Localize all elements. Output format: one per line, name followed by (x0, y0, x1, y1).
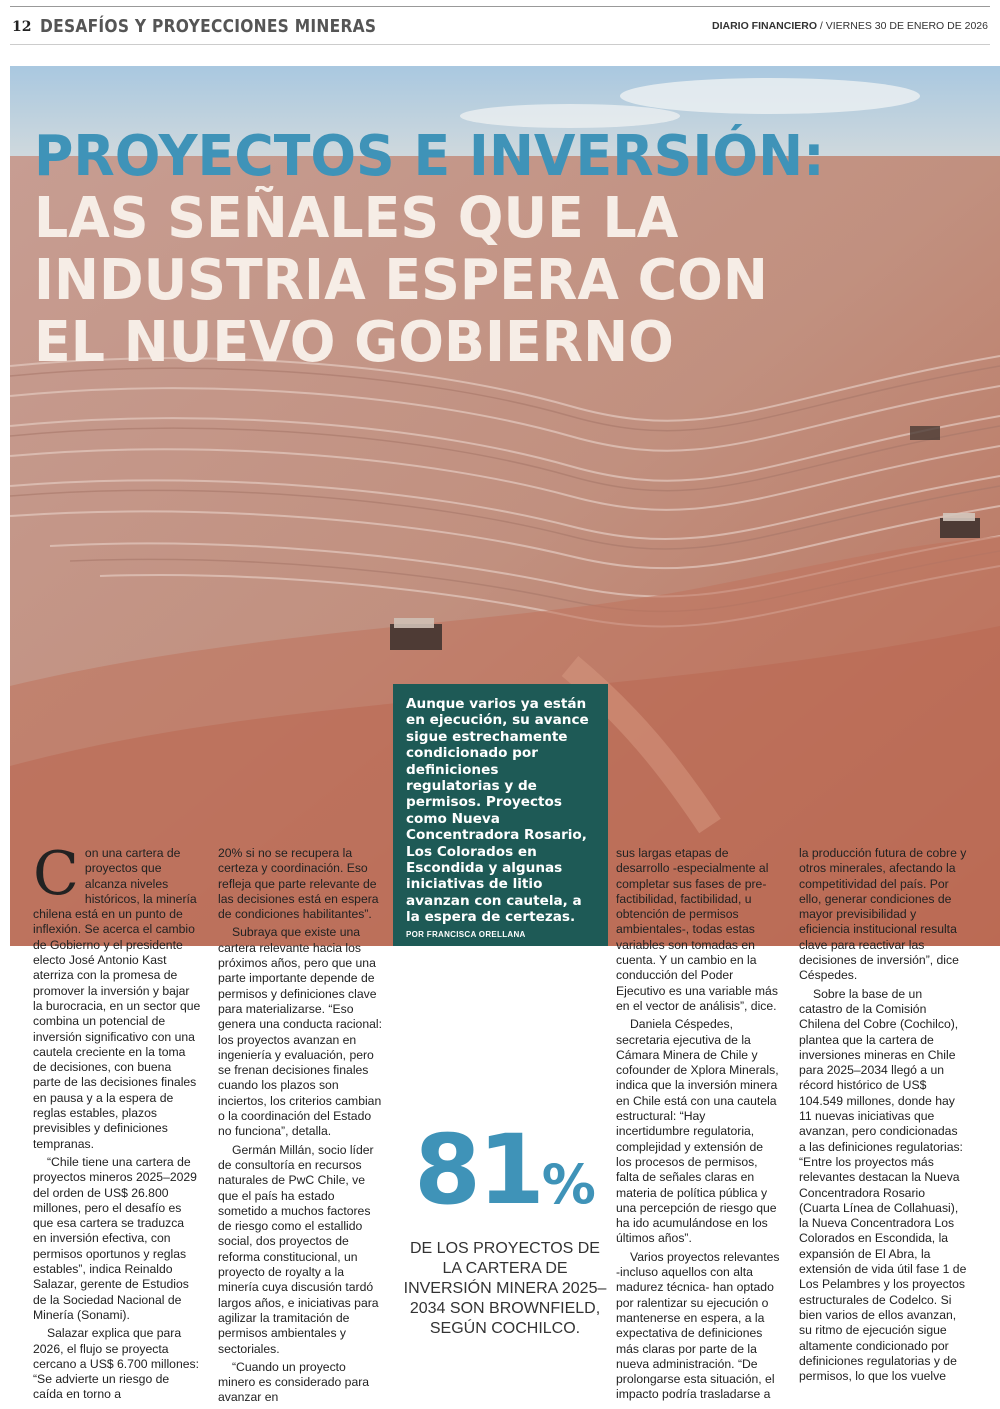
masthead (712, 20, 988, 32)
page-header (10, 14, 990, 42)
paragraph: sus largas etapas de desarrollo -especialmente al completar sus fases de pre-factibilidad, factibilidad, u obtención de permisos ambientales-, todas estas variables son tomadas en cuenta. Y un cambio en la conducción del Poder Ejecutivo es una variable más en el vector de análisis”, dice. (616, 846, 778, 1013)
header-rule (10, 44, 990, 45)
paragraph (33, 839, 201, 1152)
headline-line-2: LAS SEÑALES QUE LA (34, 186, 679, 251)
paragraph: Salazar explica que para 2026, el flujo se proyecta cercano a US$ 6.700 millones: “Se advierte un riesgo de caída en torno a (33, 1326, 199, 1402)
headline (34, 126, 858, 374)
body-column-4 (799, 846, 967, 1387)
haul-truck-right (940, 513, 980, 538)
headline-line-1: PROYECTOS E INVERSIÓN: (34, 124, 825, 189)
body-column-3 (616, 846, 781, 1406)
headline-line-4: EL NUEVO GOBIERNO (34, 310, 674, 375)
paragraph: la producción futura de cobre y otros minerales, afectando la competitividad del país. Por ello, generar condiciones de mayor previsibilidad y eficiencia institucional resulta clave para reactivar las decisiones de inversión”, dice Céspedes. (799, 846, 967, 983)
standfirst-box (393, 684, 608, 946)
paragraph: 20% si no se recupera la certeza y coordinación. Eso refleja que parte relevante de las decisiones está en espera de condiciones habilitantes”. (218, 846, 379, 922)
paragraph: “Chile tiene una cartera de proyectos mineros 2025–2029 del orden de US$ 26.800 millones, pero el desafío es que esa cartera se traduzca en inversión efectiva, con permisos oportunos y reglas estables”, indica Reinaldo Salazar, gerente de Estudios de la Sociedad Nacional de Minería (Sonami). (33, 1154, 197, 1322)
byline: POR FRANCISCA ORELLANA (406, 929, 526, 939)
paragraph: “Cuando un proyecto minero es considerado para avanzar en (218, 1359, 370, 1405)
pull-stat (400, 1114, 610, 1339)
page-number: 12 (12, 19, 32, 35)
stat-unit: % (541, 1153, 596, 1216)
stat-caption: DE LOS PROYECTOS DE LA CARTERA DE INVERSIÓN MINERA 2025–2034 SON BROWNFIELD, SEGÚN COCHILCO. (403, 1240, 607, 1337)
paragraph-text: on una cartera de proyectos que alcanza niveles históricos, la minería chilena está en un punto de inflexión. Se acerca el cambio de Gobierno y el presidente electo José Antonio Kast aterriza con la promesa de promover la inversión y bajar la burocracia, en un sector que combina un potencial de inversión significativo con una cautela creciente en la toma de decisiones, con buena parte de las decisiones finales en pausa y a la espera de reglas estables, plazos previsibles y definiciones tempranas. (33, 846, 201, 1151)
top-rule (10, 6, 990, 7)
paragraph: Subraya que existe una cartera relevante hacia los próximos años, pero que una parte importante depende de permisos y definiciones clave para materializarse. “Eso genera una conducta racional: los proyectos avanzan en ingeniería y evaluación, pero se frenan decisiones finales cuando los plazos son inciertos, los criterios cambian o la coordinación del Estado no funciona”, detalla. (218, 925, 382, 1139)
standfirst-text: Aunque varios ya están en ejecución, su avance sigue estrechamente condicionado por definiciones regulatorias y de permisos. Proyectos como Nueva Concentradora Rosario, Los Colorados en Escondida y algunas iniciativas de litio avanzan con cautela, a la espera de certezas. (406, 696, 589, 926)
excavator (910, 426, 940, 440)
paragraph: Daniela Céspedes, secretaria ejecutiva de la Cámara Minera de Chile y cofounder de Xplora Minerals, indica que la inversión minera en Chile está con una cautela estructural: “Hay incertidumbre regulatoria, complejidad y extensión de los procesos de permisos, falta de señales claras en materia de política pública y una percepción de riesgo que ha ido acumulándose en los últimos años”. (616, 1017, 779, 1246)
paragraph: Sobre la base de un catastro de la Comisión Chilena del Cobre (Cochilco), plantea que la cartera de inversiones mineras en Chile para 2025–2034 llegó a un récord histórico de US$ 104.549 millones, donde hay 11 nuevas iniciativas que avanzan, pero condicionadas a las definiciones regulatorias: “Entre los proyectos más relevantes destacan la Nueva Concentradora Rosario (Cuarta Línea de Collahuasi), la Nueva Concentradora Los Colorados en Escondida, la expansión de El Abra, la extensión de vida útil fase 1 de Los Pelambres y los proyectos estructurales de Codelco. Si bien varios de ellos avanzan, su ritmo de ejecución sigue altamente condicionado por definiciones regulatorias y de permisos, lo que los vuelve (799, 986, 967, 1384)
issue-date: / VIERNES 30 DE ENERO DE 2026 (819, 20, 988, 32)
newspaper-name: DIARIO FINANCIERO (712, 20, 817, 32)
drop-cap: C (33, 839, 79, 909)
body-column-1 (33, 839, 201, 1406)
section-title: DESAFÍOS Y PROYECCIONES MINERAS (40, 16, 377, 37)
stat-number: 81 (414, 1114, 542, 1226)
body-column-2 (218, 846, 386, 1409)
paragraph: Germán Millán, socio líder de consultoría en recursos naturales de PwC Chile, ve que el país ha estado sometido a muchos factores de riesgo como el estallido social, dos proyectos de reforma constitucional, un proyecto de royalty a la minería cuya discusión tardó largos años, e iniciativas para agilizar la tramitación de permisos ambientales y sectoriales. (218, 1142, 379, 1356)
stat-value (400, 1114, 610, 1235)
headline-line-3: INDUSTRIA ESPERA CON (34, 248, 768, 313)
paragraph: Varios proyectos relevantes -incluso aquellos con alta madurez técnica- han optado por ralentizar su ejecución o mantenerse en espera, a la expectativa de definiciones más claras por parte de la nueva administración. “De prolongarse esta situación, el impacto podría trasladarse a (616, 1249, 780, 1402)
